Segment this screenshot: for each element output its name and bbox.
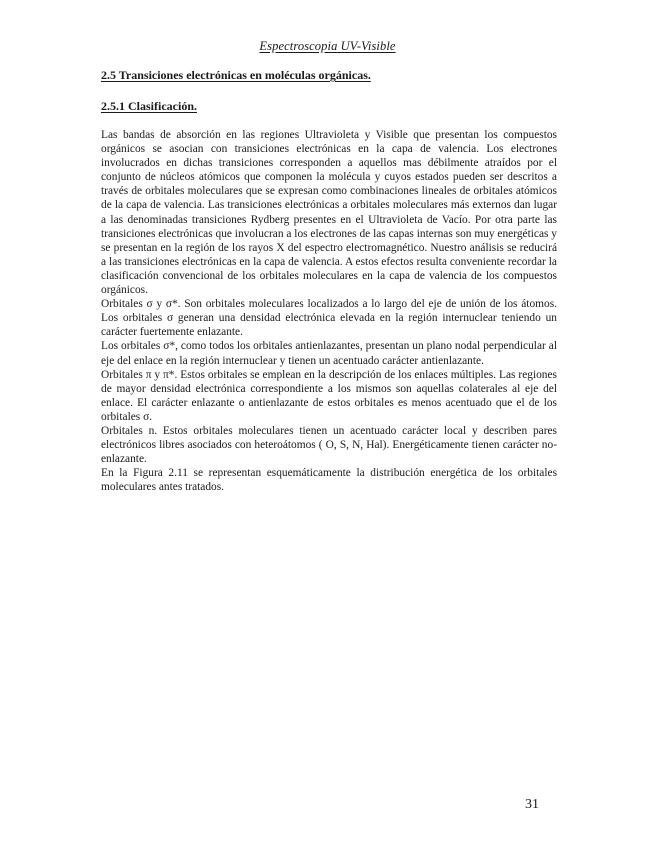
paragraph-figure-reference: En la Figura 2.11 se representan esquemáticamente la distribución energética de los orbitales moleculares antes tratados. xyxy=(101,467,557,494)
running-header: Espectroscopia UV-Visible xyxy=(259,39,396,53)
body-text xyxy=(101,128,557,494)
paragraph-pi-orbitals: Orbitales π y π*. Estos orbitales se emplean en la descripción de los enlaces múltiples. Las regiones de mayor densidad electrónica correspondiente a los mismos son aquellas colaterales al eje del enlace. El carácter enlazante o antienlazante de estos orbitales es menos acentuado que el de los orbitales σ. xyxy=(101,368,557,423)
page-content xyxy=(101,68,557,494)
section-heading: 2.5 Transiciones electrónicas en moléculas orgánicas. xyxy=(101,68,371,82)
subsection-heading: 2.5.1 Clasificación. xyxy=(101,99,197,113)
paragraph-n-orbitals: Orbitales n. Estos orbitales moleculares tienen un acentuado carácter local y describen pares electrónicos libres asociados con heteroátomos ( O, S, N, Hal). Energéticamente tienen carácter no-enlazante. xyxy=(101,424,557,466)
paragraph-intro: Las bandas de absorción en las regiones Ultravioleta y Visible que presentan los compuestos orgánicos se asocian con transiciones electrónicas en la capa de valencia. Los electrones involucrados en dichas transiciones corresponden a aquellos mas débilmente atraídos por el conjunto de núcleos atómicos que componen la molécula y cuyos estados pueden ser descritos a través de orbitales moleculares que se expresan como combinaciones lineales de orbitales atómicos de la capa de valencia. Las transiciones electrónicas a orbitales moleculares más externos dan lugar a las denominadas transiciones Rydberg presentes en el Ultravioleta de Vacío. Por otra parte las transiciones electrónicas que involucran a los electrones de las capas internas son muy energéticas y se presentan en la región de los rayos X del espectro electromagnético. Nuestro análisis se reducirá a las transiciones electrónicas en la capa de valencia. A estos efectos resulta conveniente recordar la clasificación convencional de los orbitales moleculares en la capa de valencia de los compuestos orgánicos. xyxy=(101,129,557,297)
paragraph-sigma-star-orbitals: Los orbitales σ*, como todos los orbitales antienlazantes, presentan un plano nodal perpendicular al eje del enlace en la región internuclear y tienen un acentuado carácter antienlazante. xyxy=(101,340,557,367)
paragraph-sigma-orbitals: Orbitales σ y σ*. Son orbitales moleculares localizados a lo largo del eje de unión de los átomos. Los orbitales σ generan una densidad electrónica elevada en la región internuclear teniendo un carácter fuertemente enlazante. xyxy=(101,298,557,339)
page-number: 31 xyxy=(525,797,539,812)
